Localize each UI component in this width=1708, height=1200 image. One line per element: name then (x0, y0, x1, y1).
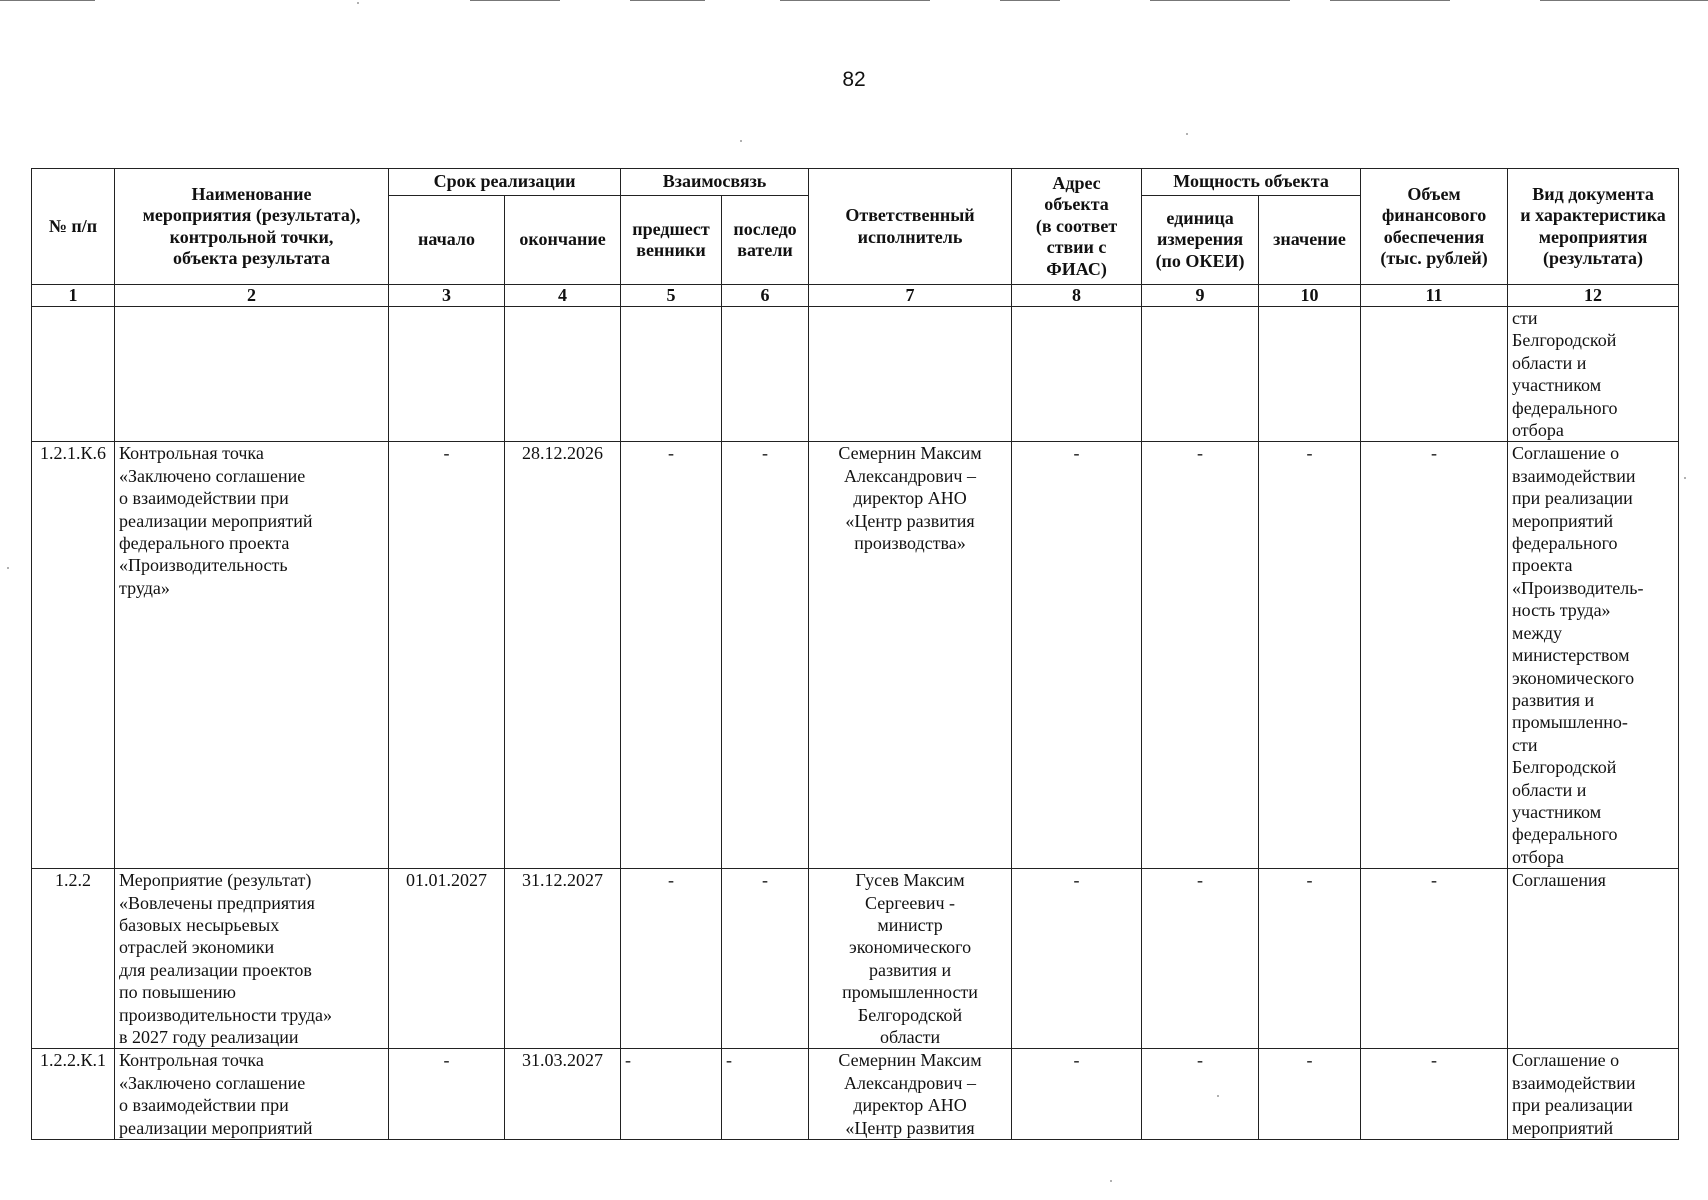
column-number: 4 (505, 285, 621, 307)
header-responsible: Ответственный исполнитель (809, 169, 1012, 285)
cell-finance: - (1361, 1049, 1508, 1140)
cell-next (722, 307, 809, 442)
cell-address: - (1012, 442, 1142, 869)
cell-document: Соглашение о взаимодействии при реализации мероприятий федерального проекта «Производитель- ность труда» между министерством экономического развития и промышленно- сти Белгородской области и участником федерального отбора (1508, 442, 1679, 869)
header-capacity-value: значение (1259, 196, 1361, 285)
cell-responsible: Гусев Максим Сергеевич - министр экономического развития и промышленности Белгородской области (809, 869, 1012, 1049)
table-row (32, 307, 1679, 442)
cell-name: Контрольная точка «Заключено соглашение о взаимодействии при реализации мероприятий федерального проекта «Производительность труда» (115, 442, 389, 869)
scan-speck (740, 140, 742, 142)
cell-finance (1361, 307, 1508, 442)
cell-end (505, 307, 621, 442)
header-num: № п/п (32, 169, 115, 285)
cell-prev: - (621, 1049, 722, 1140)
page-number: 82 (842, 68, 866, 91)
cell-start: - (389, 1049, 505, 1140)
cell-prev (621, 307, 722, 442)
column-number: 1 (32, 285, 115, 307)
header-relation-prev: предшест венники (621, 196, 722, 285)
table-row (32, 1049, 1679, 1140)
scan-speck (1110, 1180, 1112, 1182)
header-capacity-unit: единица измерения (по ОКЕИ) (1142, 196, 1259, 285)
cell-address: - (1012, 869, 1142, 1049)
cell-unit: - (1142, 1049, 1259, 1140)
cell-end: 31.03.2027 (505, 1049, 621, 1140)
cell-num: 1.2.2.К.1 (32, 1049, 115, 1140)
column-number: 5 (621, 285, 722, 307)
cell-end: 31.12.2027 (505, 869, 621, 1049)
header-capacity: Мощность объекта (1142, 169, 1361, 196)
cell-start: - (389, 442, 505, 869)
cell-name: Мероприятие (результат) «Вовлечены предприятия базовых несырьевых отраслей экономики для реализации проектов по повышению производительности труда» в 2027 году реализации (115, 869, 389, 1049)
cell-address: - (1012, 1049, 1142, 1140)
cell-start: 01.01.2027 (389, 869, 505, 1049)
scan-speck (357, 2, 359, 4)
table-row (32, 869, 1679, 1049)
cell-next: - (722, 1049, 809, 1140)
header-relation: Взаимосвязь (621, 169, 809, 196)
cell-unit: - (1142, 442, 1259, 869)
column-number: 10 (1259, 285, 1361, 307)
header-relation-next: последо ватели (722, 196, 809, 285)
cell-num: 1.2.1.К.6 (32, 442, 115, 869)
header-document: Вид документа и характеристика мероприятия (результата) (1508, 169, 1679, 285)
cell-finance: - (1361, 869, 1508, 1049)
header-finance: Объем финансового обеспечения (тыс. рублей) (1361, 169, 1508, 285)
cell-value: - (1259, 442, 1361, 869)
cell-end: 28.12.2026 (505, 442, 621, 869)
cell-finance: - (1361, 442, 1508, 869)
column-number: 7 (809, 285, 1012, 307)
scan-top-edge (0, 0, 1708, 3)
column-number: 2 (115, 285, 389, 307)
cell-responsible (809, 307, 1012, 442)
column-number: 9 (1142, 285, 1259, 307)
cell-responsible: Семернин Максим Александрович – директор АНО «Центр развития производства» (809, 442, 1012, 869)
column-number: 8 (1012, 285, 1142, 307)
activities-table (31, 168, 1679, 1140)
column-number-row (32, 285, 1679, 307)
column-number: 11 (1361, 285, 1508, 307)
cell-value (1259, 307, 1361, 442)
column-number: 12 (1508, 285, 1679, 307)
table-row (32, 442, 1679, 869)
cell-num: 1.2.2 (32, 869, 115, 1049)
header-address: Адрес объекта (в соответ ствии с ФИАС) (1012, 169, 1142, 285)
cell-document: Соглашения (1508, 869, 1679, 1049)
cell-responsible: Семернин Максим Александрович – директор АНО «Центр развития (809, 1049, 1012, 1140)
cell-unit (1142, 307, 1259, 442)
cell-document: сти Белгородской области и участником федерального отбора (1508, 307, 1679, 442)
column-number: 3 (389, 285, 505, 307)
header-period-start: начало (389, 196, 505, 285)
cell-num (32, 307, 115, 442)
header-name: Наименование мероприятия (результата), контрольной точки, объекта результата (115, 169, 389, 285)
scan-speck (1684, 477, 1686, 479)
cell-address (1012, 307, 1142, 442)
header-period-end: окончание (505, 196, 621, 285)
cell-document: Соглашение о взаимодействии при реализации мероприятий (1508, 1049, 1679, 1140)
cell-name (115, 307, 389, 442)
scan-speck (7, 567, 9, 569)
cell-prev: - (621, 442, 722, 869)
scan-speck (1186, 133, 1188, 135)
cell-unit: - (1142, 869, 1259, 1049)
header-period: Срок реализации (389, 169, 621, 196)
cell-value: - (1259, 1049, 1361, 1140)
cell-name: Контрольная точка «Заключено соглашение о взаимодействии при реализации мероприятий (115, 1049, 389, 1140)
cell-prev: - (621, 869, 722, 1049)
column-number: 6 (722, 285, 809, 307)
cell-next: - (722, 442, 809, 869)
cell-next: - (722, 869, 809, 1049)
cell-start (389, 307, 505, 442)
cell-value: - (1259, 869, 1361, 1049)
